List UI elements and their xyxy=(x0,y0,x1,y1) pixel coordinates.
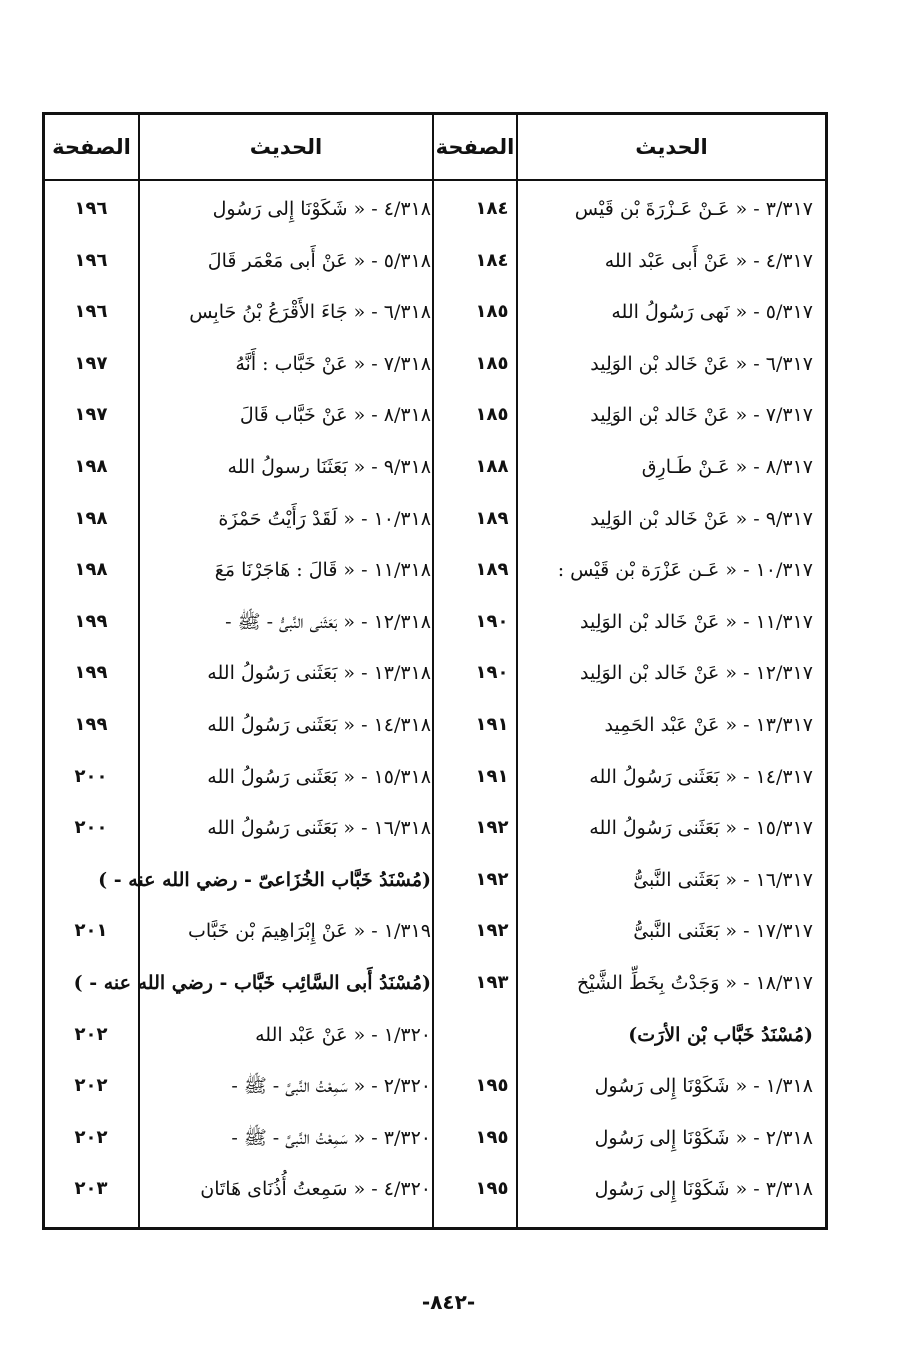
page-ref: ١٩٩ xyxy=(74,611,108,632)
page-ref: ١٩١ xyxy=(475,766,509,787)
hadith-entry: ٦/٣١٧ - « عَنْ خَالد بْن الوَلِيد xyxy=(590,353,813,375)
page-ref: ٢٠٣ xyxy=(74,1178,108,1199)
section-heading: (مُسْنَدُ أَبى السَّائِب خَبَّاب - رضي الله عنه - ) xyxy=(73,972,431,994)
page-ref: ١٩٨ xyxy=(74,508,108,529)
column-divider xyxy=(432,115,434,1227)
hadith-entry: ٤/٣١٨ - « شَكَوْنَا إِلى رَسُول xyxy=(212,198,431,220)
hadith-entry: ١٠/٣١٨ - « لَقَدْ رَأَيْتُ حَمْزَة xyxy=(218,508,431,530)
page-ref: ١٨٥ xyxy=(475,301,509,322)
hadith-entry: ١/٣١٨ - « شَكَوْنَا إِلى رَسُول xyxy=(594,1075,813,1097)
page-number: -٨٤٢- xyxy=(421,1290,476,1314)
page-ref: ١٩٦ xyxy=(74,250,108,271)
page-ref: ١٨٩ xyxy=(475,508,509,529)
page-ref: ١٨٥ xyxy=(475,353,509,374)
page-ref: ١٩٥ xyxy=(475,1127,509,1148)
index-table xyxy=(42,112,828,1230)
hadith-entry: ١١/٣١٧ - « عَنْ خَالد بْن الوَلِيد xyxy=(580,611,813,633)
hadith-entry: ٤/٣٢٠ - « سَمِعتُ أُذُنَاى هَاتَان xyxy=(200,1178,431,1200)
hadith-entry: ١٣/٣١٨ - « بَعَثَنى رَسُولُ الله xyxy=(207,662,431,684)
hadith-entry: ٢/٣١٨ - « شَكَوْنَا إِلى رَسُول xyxy=(594,1127,813,1149)
page-ref: ٢٠٢ xyxy=(74,1127,108,1148)
hadith-entry: ١٠/٣١٧ - « عَـن عَزْرَة بْن قَيْس : xyxy=(557,559,813,581)
page-ref: ١٩٦ xyxy=(74,301,108,322)
hadith-entry: ١/٣١٩ - « عَنْ إِبْرَاهِيمَ بْن خَبَّاب xyxy=(188,920,431,942)
header-right-hadith: الحديث xyxy=(635,135,708,159)
column-divider xyxy=(138,115,140,1227)
page-ref: ١٩٧ xyxy=(74,404,108,425)
header-divider xyxy=(45,179,825,181)
page-ref: ١٩١ xyxy=(475,714,509,735)
hadith-entry: ١٦/٣١٧ - « بَعَثَنى النَّبىُّ xyxy=(633,869,813,891)
hadith-entry: ١٢/٣١٨ - « بَعَثَنى النَّبىُّ - ﷺ - xyxy=(225,611,431,633)
hadith-entry: ٧/٣١٧ - « عَنْ خَالد بْن الوَلِيد xyxy=(590,404,813,426)
page-ref xyxy=(49,965,133,1001)
hadith-entry: ١٤/٣١٨ - « بَعَثَنى رَسُولُ الله xyxy=(207,714,431,736)
hadith-entry: ١٣/٣١٧ - « عَنْ عَبْد الحَمِيد xyxy=(604,714,813,736)
page-ref: ٢٠٠ xyxy=(74,766,108,787)
header-left-page: الصفحة xyxy=(52,135,131,159)
header-left-hadith: الحديث xyxy=(249,135,323,159)
page-ref: ١٨٩ xyxy=(475,559,509,580)
hadith-entry: ٩/٣١٧ - « عَنْ خَالد بْن الوَلِيد xyxy=(590,508,813,530)
page-ref: ١٩٢ xyxy=(475,920,509,941)
page-ref: ١٨٥ xyxy=(475,404,509,425)
hadith-entry: ٢/٣٢٠ - « سَمِعْتُ النَّبىَّ - ﷺ - xyxy=(231,1075,431,1097)
hadith-entry: ١١/٣١٨ - « قَالَ : هَاجَرْنَا مَعَ xyxy=(214,559,431,581)
section-heading: (مُسْنَدُ خَبَّاب بْن الأرَت) xyxy=(628,1024,813,1046)
page-ref: ١٨٤ xyxy=(475,250,509,271)
page-ref: ١٩٦ xyxy=(74,198,108,219)
page-ref: ١٩٥ xyxy=(475,1178,509,1199)
header-right-page: الصفحة xyxy=(435,135,515,159)
page-ref: ١٩٠ xyxy=(475,662,509,683)
hadith-entry: ١٥/٣١٨ - « بَعَثَنى رَسُولُ الله xyxy=(207,766,431,788)
page-ref: ١٩٢ xyxy=(475,817,509,838)
hadith-entry: ١٥/٣١٧ - « بَعَثَنى رَسُولُ الله xyxy=(589,817,813,839)
section-heading: (مُسْنَدُ خَبَّاب الخُزَاعىّ - رضي الله عنه - ) xyxy=(98,869,431,891)
page-ref: ١٩٨ xyxy=(74,456,108,477)
hadith-entry: ١٦/٣١٨ - « بَعَثَنى رَسُولُ الله xyxy=(207,817,431,839)
page-ref: ١٩٠ xyxy=(475,611,509,632)
hadith-entry: ١٨/٣١٧ - « وَجَدْتُ بِخَطِّ الشَّيْخ xyxy=(576,972,813,994)
hadith-entry: ٩/٣١٨ - « بَعَثَنَا رسولُ الله xyxy=(227,456,431,478)
page-ref: ١٨٤ xyxy=(475,198,509,219)
hadith-entry: ٦/٣١٨ - « جَاءَ الأَقْرَعُ بْنُ حَابِس xyxy=(189,301,431,323)
page-ref: ١٩٧ xyxy=(74,353,108,374)
hadith-entry: ٨/٣١٧ - « عَـنْ طَـارِق xyxy=(641,456,813,478)
page-ref: ١٩٣ xyxy=(475,972,509,993)
page-ref: ١٨٨ xyxy=(475,456,509,477)
hadith-entry: ٣/٣٢٠ - « سَمِعْتُ النَّبىَّ - ﷺ - xyxy=(231,1127,431,1149)
page-ref xyxy=(49,862,133,898)
hadith-entry: ٣/٣١٧ - « عَـنْ عَـزْرَةَ بْن قَيْس xyxy=(574,198,813,220)
hadith-entry: ١٤/٣١٧ - « بَعَثَنى رَسُولُ الله xyxy=(589,766,813,788)
page-ref xyxy=(451,1017,533,1053)
page-ref: ١٩٩ xyxy=(74,714,108,735)
hadith-entry: ٥/٣١٨ - « عَنْ أَبى مَعْمَر قَالَ xyxy=(207,250,431,272)
hadith-entry: ١٧/٣١٧ - « بَعَثَنى النَّبىُّ xyxy=(633,920,813,942)
page-ref: ٢٠١ xyxy=(74,920,108,941)
page-ref: ١٩٩ xyxy=(74,662,108,683)
hadith-entry: ٨/٣١٨ - « عَنْ خَبَّاب قَالَ xyxy=(239,404,431,426)
page-ref: ١٩٥ xyxy=(475,1075,509,1096)
hadith-entry: ١٢/٣١٧ - « عَنْ خَالد بْن الوَلِيد xyxy=(580,662,813,684)
page-ref: ١٩٢ xyxy=(475,869,509,890)
hadith-entry: ١/٣٢٠ - « عَنْ عَبْد الله xyxy=(255,1024,431,1046)
hadith-entry: ٧/٣١٨ - « عَنْ خَبَّاب : أَنَّهُ xyxy=(235,353,431,375)
hadith-entry: ٣/٣١٨ - « شَكَوْنَا إِلى رَسُول xyxy=(594,1178,813,1200)
hadith-entry: ٤/٣١٧ - « عَنْ أَبى عَبْد الله xyxy=(604,250,813,272)
page-ref: ٢٠٢ xyxy=(74,1075,108,1096)
page-ref: ١٩٨ xyxy=(74,559,108,580)
page-ref: ٢٠٢ xyxy=(74,1024,108,1045)
hadith-entry: ٥/٣١٧ - « نَهى رَسُولُ الله xyxy=(611,301,813,323)
page-ref: ٢٠٠ xyxy=(74,817,108,838)
